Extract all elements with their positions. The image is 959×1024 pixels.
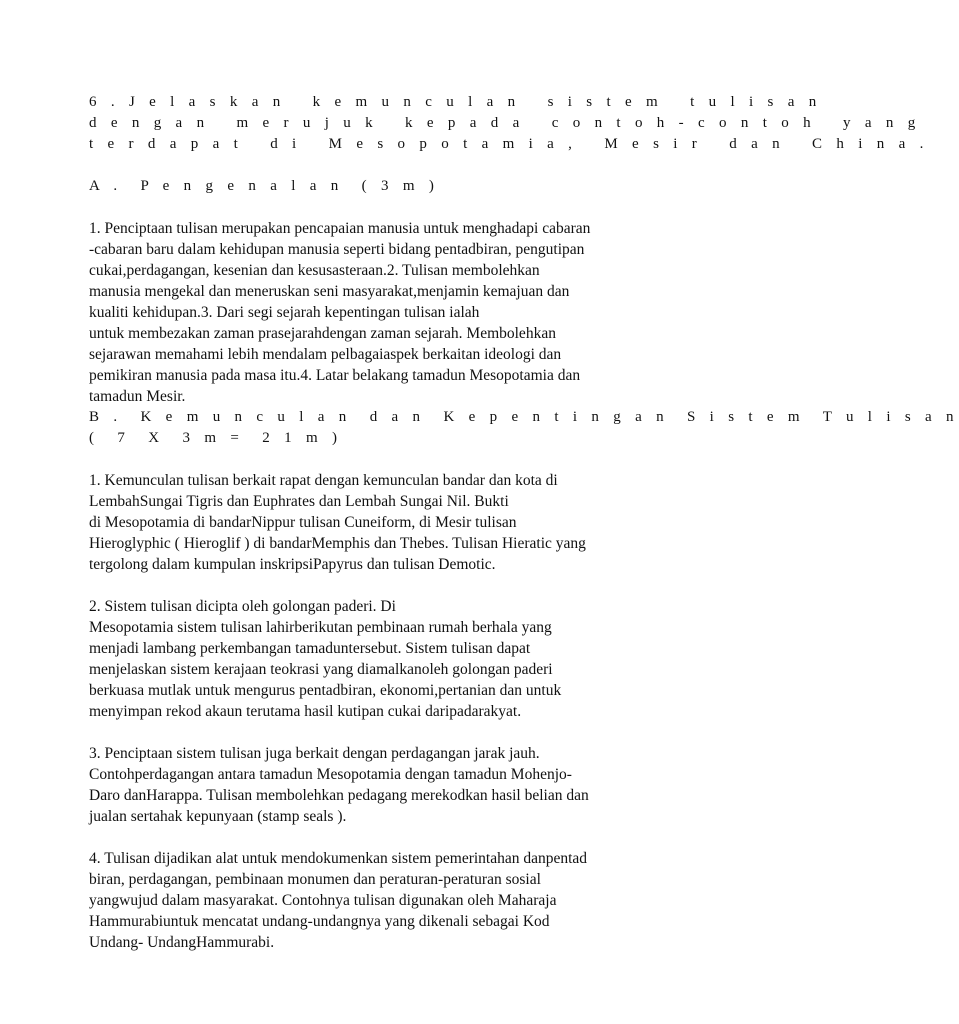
question-line: 6 . J e l a s k a n k e m u n c u l a n s i s t e m t u l i s a n <box>89 94 822 110</box>
section-b-heading-line: B . K e m u n c u l a n d a n K e p e n t i n g a n S i s t e m T u l i s a n <box>89 409 959 425</box>
section-b-heading <box>89 407 959 449</box>
paragraph-line: cukai,perdagangan, kesenian dan kesusasteraan.2. Tulisan membolehkan <box>89 262 540 279</box>
paragraph-line: Contohperdagangan antara tamadun Mesopotamia dengan tamadun Mohenjo- <box>89 766 572 783</box>
section-b-point-2 <box>89 596 689 722</box>
paragraph-line: 3. Penciptaan sistem tulisan juga berkait dengan perdagangan jarak jauh. <box>89 745 540 762</box>
paragraph-line: tamadun Mesir. <box>89 388 186 405</box>
question-line: d e n g a n m e r u j u k k e p a d a c o n t o h - c o n t o h y a n g <box>89 115 921 131</box>
blank-line <box>89 722 689 743</box>
question-line: t e r d a p a t d i M e s o p o t a m i a , M e s i r d a n C h i n a . <box>89 136 929 152</box>
paragraph-line: 1. Penciptaan tulisan merupakan pencapaian manusia untuk menghadapi cabaran <box>89 220 591 237</box>
paragraph-line: Hieroglyphic ( Hieroglif ) di bandarMemphis dan Thebes. Tulisan Hieratic yang <box>89 535 586 552</box>
paragraph-line: 4. Tulisan dijadikan alat untuk mendokumenkan sistem pemerintahan danpentad <box>89 850 588 867</box>
paragraph-line: untuk membezakan zaman prasejarahdengan zaman sejarah. Membolehkan <box>89 325 556 342</box>
blank-line <box>89 575 689 596</box>
paragraph-line: LembahSungai Tigris dan Euphrates dan Lembah Sungai Nil. Bukti <box>89 493 509 510</box>
section-b-heading-line: ( 7 X 3 m = 2 1 m ) <box>89 430 343 446</box>
blank-line <box>89 197 689 218</box>
paragraph-line: berkuasa mutlak untuk mengurus pentadbiran, ekonomi,pertanian dan untuk <box>89 682 562 699</box>
paragraph-line: jualan sertahak kepunyaan (stamp seals ). <box>89 808 347 825</box>
section-b-point-4 <box>89 848 689 953</box>
paragraph-line: pemikiran manusia pada masa itu.4. Latar belakang tamadun Mesopotamia dan <box>89 367 581 384</box>
paragraph-line: menjadi lambang perkembangan tamaduntersebut. Sistem tulisan dapat <box>89 640 531 657</box>
paragraph-line: menyimpan rekod akaun terutama hasil kutipan cukai daripadarakyat. <box>89 703 522 720</box>
paragraph-line: di Mesopotamia di bandarNippur tulisan Cuneiform, di Mesir tulisan <box>89 514 517 531</box>
paragraph-line: 2. Sistem tulisan dicipta oleh golongan paderi. Di <box>89 598 396 615</box>
section-b-point-3 <box>89 743 689 827</box>
blank-line <box>89 155 689 176</box>
question-block <box>89 92 929 155</box>
paragraph-line: Mesopotamia sistem tulisan lahirberikutan pembinaan rumah berhala yang <box>89 619 552 636</box>
paragraph-line: biran, perdagangan, pembinaan monumen dan peraturan-peraturan sosial <box>89 871 541 888</box>
paragraph-line: kualiti kehidupan.3. Dari segi sejarah kepentingan tulisan ialah <box>89 304 480 321</box>
section-a-paragraph <box>89 218 689 407</box>
section-a-heading: A . P e n g e n a l a n ( 3 m ) <box>89 178 440 194</box>
paragraph-line: tergolong dalam kumpulan inskripsiPapyrus dan tulisan Demotic. <box>89 556 496 573</box>
paragraph-line: manusia mengekal dan meneruskan seni masyarakat,menjamin kemajuan dan <box>89 283 570 300</box>
paragraph-line: Hammurabiuntuk mencatat undang-undangnya yang dikenali sebagai Kod <box>89 913 550 930</box>
document-page <box>89 92 959 953</box>
paragraph-line: menjelaskan sistem kerajaan teokrasi yang diamalkanoleh golongan paderi <box>89 661 553 678</box>
paragraph-line: Undang- UndangHammurabi. <box>89 934 275 951</box>
paragraph-line: sejarawan memahami lebih mendalam pelbagaiaspek berkaitan ideologi dan <box>89 346 562 363</box>
paragraph-line: yangwujud dalam masyarakat. Contohnya tulisan digunakan oleh Maharaja <box>89 892 557 909</box>
blank-line <box>89 449 689 470</box>
blank-line <box>89 827 689 848</box>
paragraph-line: -cabaran baru dalam kehidupan manusia seperti bidang pentadbiran, pengutipan <box>89 241 585 258</box>
section-b-point-1 <box>89 470 689 575</box>
paragraph-line: 1. Kemunculan tulisan berkait rapat dengan kemunculan bandar dan kota di <box>89 472 558 489</box>
paragraph-line: Daro danHarappa. Tulisan membolehkan pedagang merekodkan hasil belian dan <box>89 787 589 804</box>
